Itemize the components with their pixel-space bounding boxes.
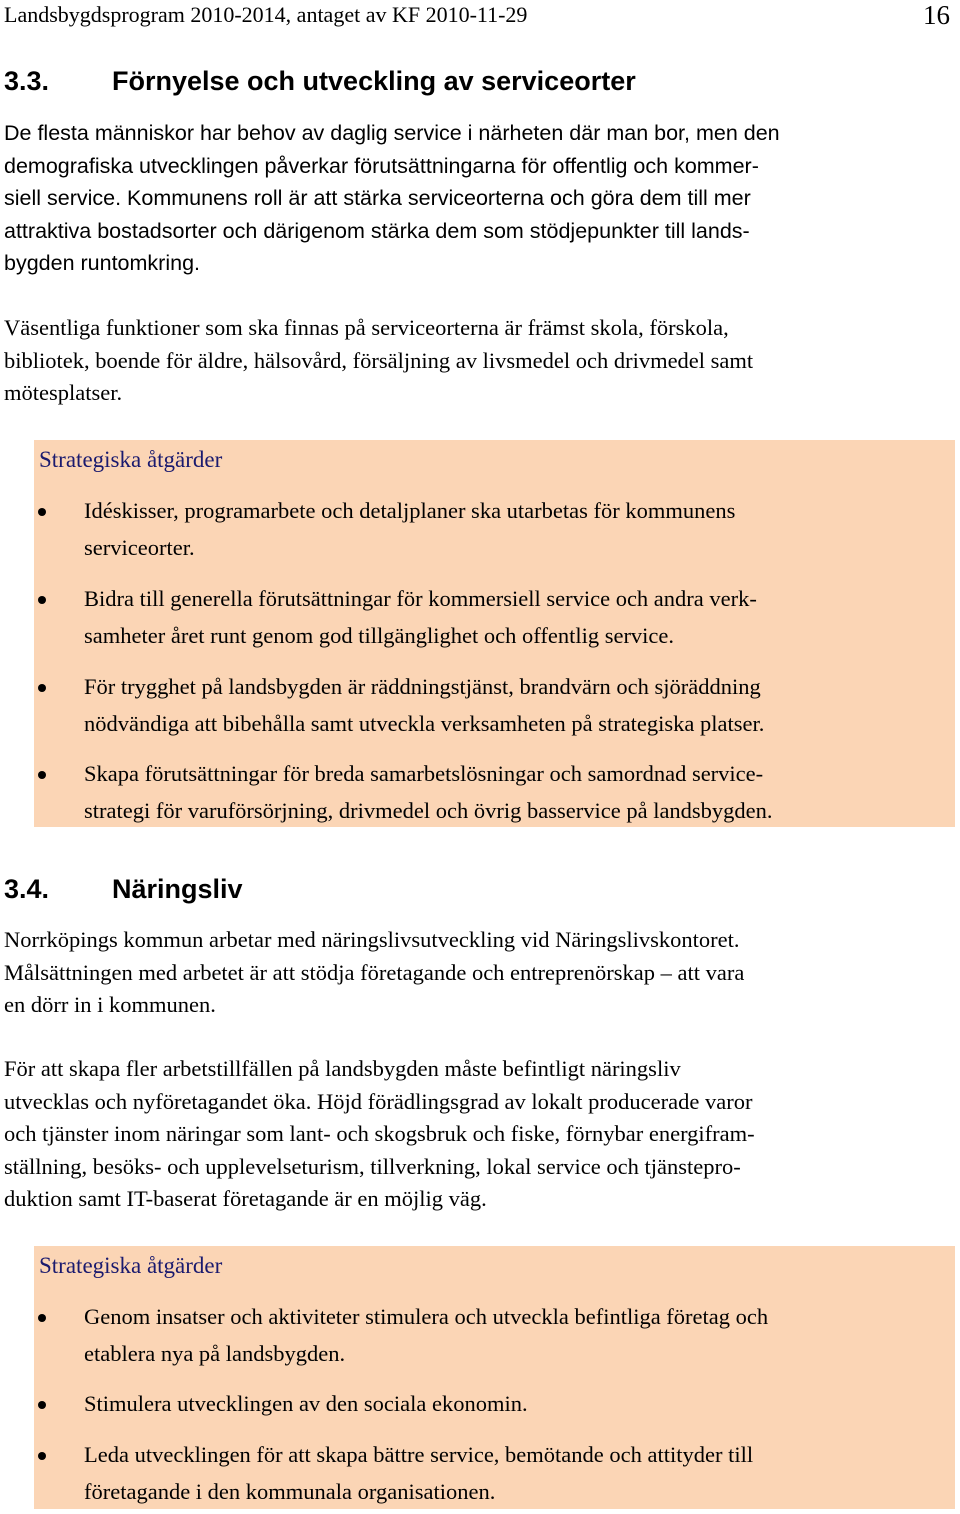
list-item-line: Skapa förutsättningar för breda samarbetslösningar och samordnad service- (84, 761, 764, 786)
list-item-text (84, 1386, 954, 1423)
paragraph-line: För att skapa fler arbetstillfällen på landsbygden måste befintligt näringsliv (4, 1056, 681, 1081)
list-item-text (84, 493, 954, 566)
section-heading-3-4 (4, 872, 243, 906)
section-number: 3.3. (4, 66, 50, 96)
list-item-line: Leda utvecklingen för att skapa bättre service, bemötande och attityder till (84, 1442, 754, 1467)
running-header (4, 0, 954, 30)
paragraph-line: och tjänster inom näringar som lant- och skogsbruk och fiske, förnybar energifram- (4, 1121, 755, 1147)
paragraph-line: mötesplatser. (4, 380, 123, 406)
bullet-icon (38, 684, 46, 692)
business-intro-paragraph (4, 924, 956, 1022)
paragraph-line: Norrköpings kommun arbetar med näringslivsutveckling vid Näringslivskontoret. (4, 927, 740, 952)
list-item-text (84, 1299, 954, 1372)
paragraph-line: De flesta människor har behov av daglig service i närheten där man bor, men den (4, 121, 780, 145)
paragraph-line: bibliotek, boende för äldre, hälsovård, försäljning av livsmedel och drivmedel samt (4, 347, 754, 373)
paragraph-line: Målsättningen med arbetet är att stödja företagande och entreprenörskap – att vara (4, 959, 745, 985)
bullet-icon (38, 596, 46, 604)
business-paragraph (4, 1053, 956, 1216)
bullet-icon (38, 508, 46, 516)
paragraph-line: Väsentliga funktioner som ska finnas på serviceorterna är främst skola, förskola, (4, 315, 729, 340)
section-title: Näringsliv (112, 874, 243, 904)
strategic-actions-box (34, 1246, 955, 1509)
bullet-icon (38, 1401, 46, 1409)
intro-paragraph (4, 117, 956, 280)
page-number: 16 (923, 0, 950, 30)
paragraph-line: utvecklas och nyföretagandet öka. Höjd förädlingsgrad av lokalt producerade varor (4, 1088, 753, 1114)
list-item-line: strategi för varuförsörjning, drivmedel och övrig basservice på landsbygden. (84, 797, 773, 823)
list-item-line: För trygghet på landsbygden är räddningstjänst, brandvärn och sjöräddning (84, 674, 761, 699)
list-item-text (84, 1437, 954, 1510)
list-item-line: samheter året runt genom god tillgänglighet och offentlig service. (84, 622, 675, 648)
list-item-line: etablera nya på landsbygden. (84, 1340, 346, 1366)
list-item-line: företagande i den kommunala organisationen. (84, 1478, 496, 1504)
list-item-line: Stimulera utvecklingen av den sociala ekonomin. (84, 1391, 528, 1416)
bullet-icon (38, 771, 46, 779)
list-item-line: serviceorter. (84, 534, 195, 560)
list-item-line: Genom insatser och aktiviteter stimulera och utveckla befintliga företag och (84, 1304, 769, 1329)
list-item-text (84, 669, 954, 742)
paragraph-line: demografiska utvecklingen påverkar förutsättningarna för offentlig och kommer- (4, 153, 759, 178)
section-heading-3-3 (4, 64, 636, 98)
box-title: Strategiska åtgärder (39, 1253, 223, 1278)
list-item-line: nödvändiga att bibehålla samt utveckla verksamheten på strategiska platser. (84, 710, 765, 736)
header-title: Landsbygdsprogram 2010-2014, antaget av KF 2010-11-29 (4, 2, 528, 27)
strategic-actions-box (34, 440, 955, 827)
paragraph-line: duktion samt IT-baserat företagande är en möjlig väg. (4, 1186, 487, 1212)
box-title: Strategiska åtgärder (39, 447, 223, 472)
section-number: 3.4. (4, 874, 50, 904)
section-title: Förnyelse och utveckling av serviceorter (112, 66, 636, 96)
bullet-icon (38, 1314, 46, 1322)
functions-paragraph (4, 312, 956, 410)
paragraph-line: bygden runtomkring. (4, 251, 200, 276)
list-item-text (84, 756, 954, 829)
paragraph-line: attraktiva bostadsorter och därigenom stärka dem som stödjepunkter till lands- (4, 218, 750, 243)
list-item-text (84, 581, 954, 654)
paragraph-line: siell service. Kommunens roll är att stärka serviceorterna och göra dem till mer (4, 186, 751, 211)
paragraph-line: ställning, besöks- och upplevelseturism, tillverkning, lokal service och tjänstepro- (4, 1153, 741, 1179)
list-item-line: Idéskisser, programarbete och detaljplaner ska utarbetas för kommunens (84, 498, 736, 523)
list-item-line: Bidra till generella förutsättningar för kommersiell service och andra verk- (84, 586, 757, 611)
paragraph-line: en dörr in i kommunen. (4, 992, 216, 1018)
bullet-icon (38, 1452, 46, 1460)
